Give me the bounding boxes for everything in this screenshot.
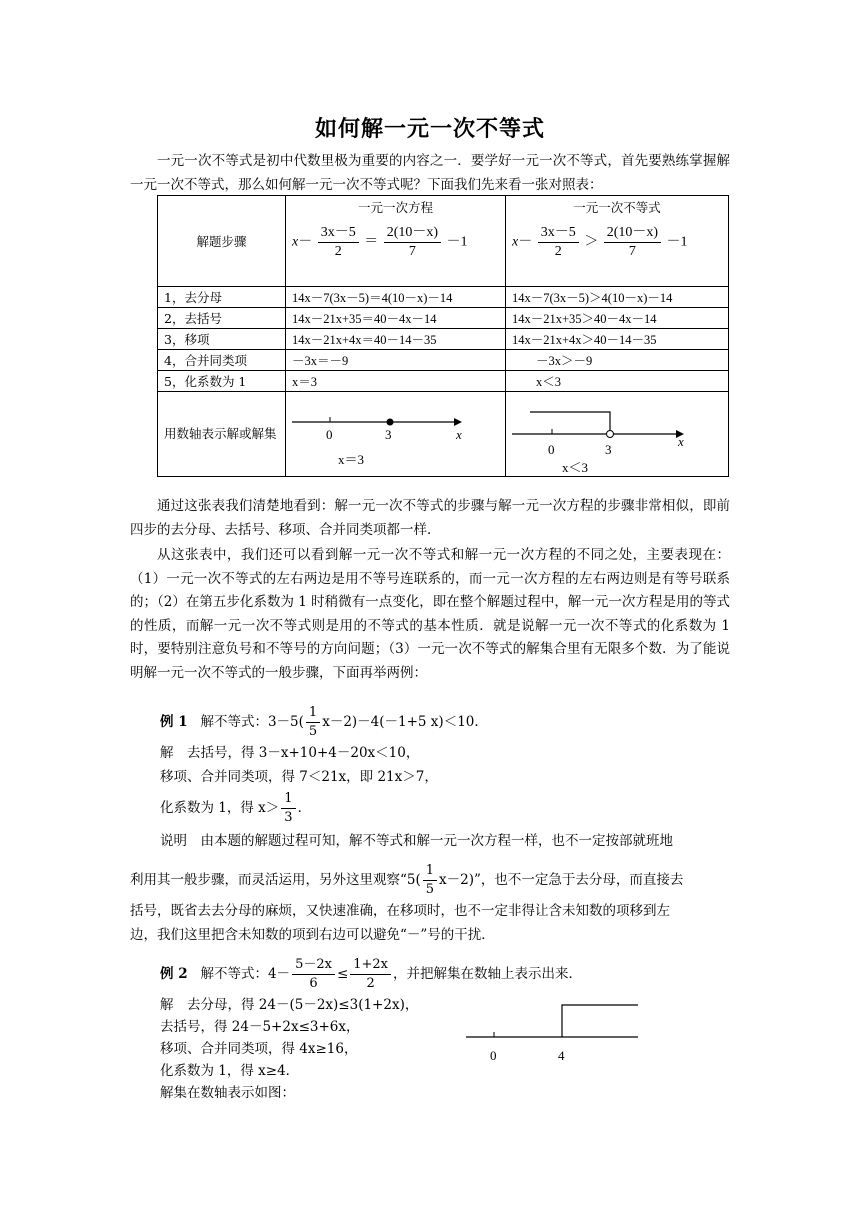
example-2-numberline: [462, 994, 652, 1074]
numberline-caption: x＜3: [561, 460, 588, 475]
open-endpoint: [606, 431, 613, 438]
intro-paragraph: 一元一次不等式是初中代数里极为重要的内容之一．要学好一元一次不等式，首先要熟练掌握解一元一次不等式，那么如何解一元一次不等式呢？下面我们先来看一张对照表：: [130, 153, 730, 193]
tick-label-zero: 0: [326, 427, 333, 442]
tick-label-point: 4: [558, 1048, 565, 1063]
example-2-statement: 例 2 解不等式：4－ $\frac{5-2x}{6}$ ≤ $\frac{1+2x}{2}$ ，并把解集在数轴上表示出来．: [160, 957, 583, 991]
page-title: 如何解一元一次不等式: [314, 116, 545, 142]
example-2-step: 移项、合并同类项，得 4x≥16，: [160, 1041, 358, 1057]
table-row: 5，化系数为 1 x＝3 x＜3: [158, 371, 729, 392]
inequality-formula: x－ $\frac{3x-5}{2}$ ＞ $\frac{2(10-x)}{7}$ －1: [511, 225, 688, 259]
solution-range-bracket: [530, 412, 610, 434]
table-row: 2，去括号 14x－21x+35＝40－4x－14 14x－21x+35＞40－4x－14: [158, 308, 729, 329]
table-header-row: [158, 196, 729, 287]
equation-formula: x－ $\frac{3x-5}{2}$ ＝ $\frac{2(10-x)}{7}$ －1: [292, 225, 468, 259]
tick-label-zero: 0: [547, 442, 555, 457]
example-2-step: 解 去分母，得 24－(5－2x)≤3(1+2x)，: [160, 997, 419, 1013]
inequality-numberline: [506, 392, 728, 476]
solution-point: [387, 419, 394, 426]
tick-label-point: 3: [385, 427, 392, 442]
numberline-caption: x＝3: [338, 452, 365, 467]
header-step-cell: 解题步骤: [158, 196, 286, 287]
axis-label: x: [677, 434, 684, 449]
example-1-step: 移项、合并同类项，得 7＜21x，即 21x＞7，: [160, 769, 438, 785]
tick-label-zero: 0: [490, 1048, 497, 1063]
header-inequality-cell: 一元一次不等式 x－ $\frac{3x-5}{2}$ ＞ $\frac{2(10-x)}{7}$ －1: [505, 196, 728, 287]
axis-label: x: [456, 427, 462, 442]
header-equation-cell: 一元一次方程 x－ $\frac{3x-5}{2}$ ＝ $\frac{2(10-x)}{7}$ －1: [286, 196, 506, 287]
equation-numberline: [286, 392, 504, 476]
table-row: 4，合并同类项 －3x＝－9 －3x＞－9: [158, 350, 729, 371]
comparison-table: [157, 195, 729, 477]
note-line: 括号，既省去去分母的麻烦，又快速准确，在移项时，也不一定非得让含未知数的项移到左: [130, 903, 670, 919]
difference-paragraph: 从这张表中，我们还可以看到解一元一次不等式和解一元一次方程的不同之处，主要表现在：（1）一元一次不等式的左右两边是用不等号连联系的，而一元一次方程的左右两边则是有等号联系的；（2）在第五步化系数为 1 时稍微有一点变化，即在整个解题过程中，解一元一次方程是用的等式的性质，而解一元一次不等式则是用的不等式的基本性质．就是说解一元一次不等式的化系数为 1 时，要特别注意负号和不等号的方向问题；（3）一元一次不等式的解集合里有无限多个数．为了能说明解一元一次不等式的一般步骤，下面再举两例：: [130, 547, 730, 681]
note-line: 利用其一般步骤，而灵活运用，另外这里观察“5( $\frac{1}{5}$ x－2)”，也不一定急于去分母，而直接去: [130, 863, 684, 897]
example-2-step: 去括号，得 24－5+2x≤3+6x，: [160, 1019, 360, 1035]
equation-numberline-cell: [286, 392, 506, 477]
example-2-step: 化系数为 1，得 x≥4．: [160, 1063, 300, 1079]
example-1-result: 化系数为 1，得 x＞ $\frac{1}{3}$ ．: [160, 791, 312, 825]
arrow-icon: [454, 418, 462, 426]
table-row: 用数轴表示解或解集 0 3 x x＝3 0 3 x x＜3: [158, 392, 729, 477]
inequality-numberline-cell: [505, 392, 728, 477]
tick-label-point: 3: [604, 442, 612, 457]
table-row: 3，移项 14x－21x+4x＝40－14－35 14x－21x+4x＞40－14－35: [158, 329, 729, 350]
example-1-step: 解 去括号，得 3－x+10+4－20x＜10，: [160, 745, 420, 761]
note-line: 边，我们这里把含未知数的项到右边可以避免“－”号的干扰．: [130, 927, 495, 943]
summary-paragraph: 通过这张表我们清楚地看到：解一元一次不等式的步骤与解一元一次方程的步骤非常相似，即前四步的去分母、去括号、移项、合并同类项都一样．: [130, 498, 730, 538]
solution-range-bracket: [562, 1005, 638, 1037]
table-row: 1，去分母 14x－7(3x－5)＝4(10－x)－14 14x－7(3x－5)＞4(10－x)－14: [158, 287, 729, 308]
example-1-statement: 例 1 解不等式：3－5( $\frac{1}{5}$ x－2)－4(－1+5 x)＜10．: [160, 705, 488, 739]
example-2-step: 解集在数轴表示如图：: [160, 1085, 295, 1101]
note-line: 说明 由本题的解题过程可知，解不等式和解一元一次方程一样，也不一定按部就班地: [160, 833, 673, 849]
